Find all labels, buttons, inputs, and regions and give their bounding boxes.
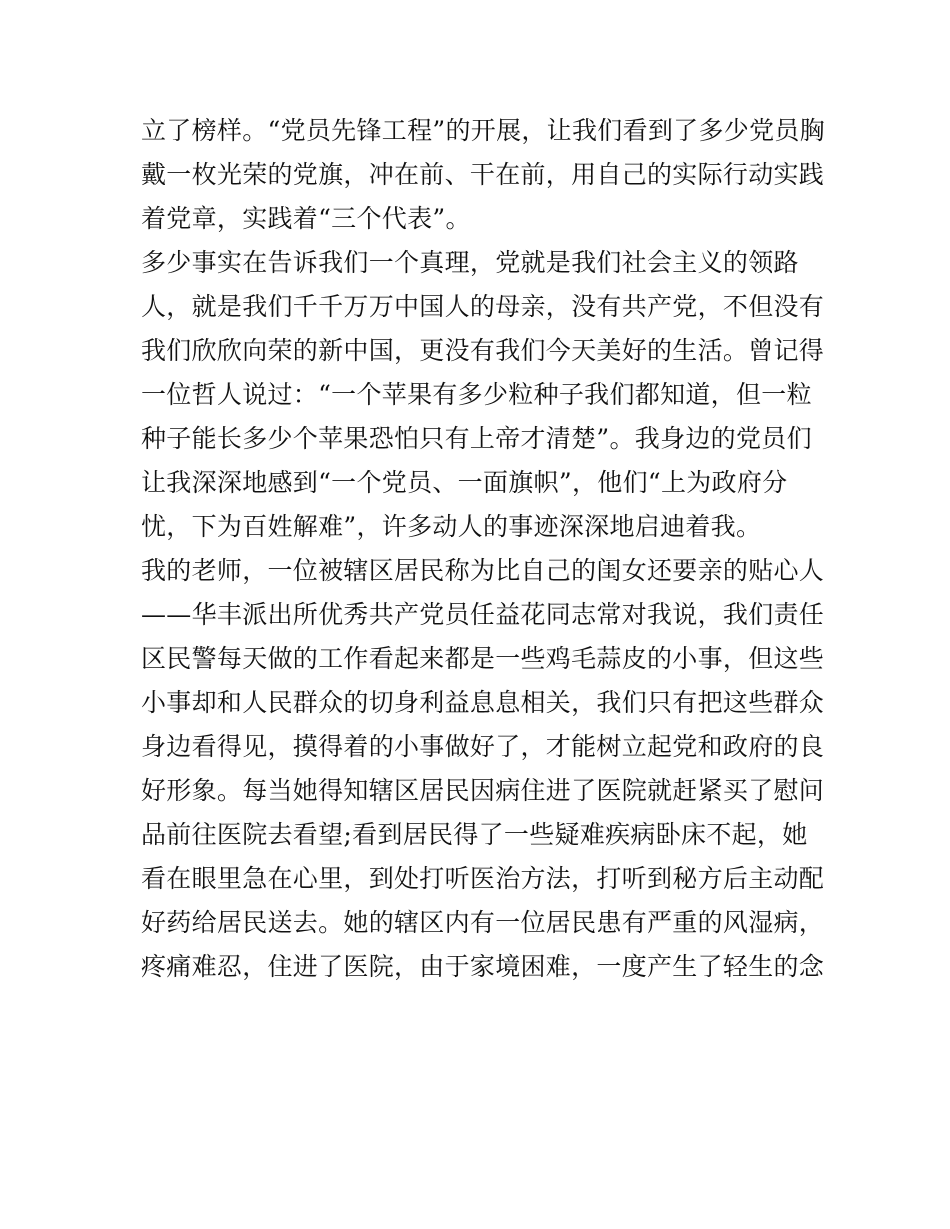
- text-line: 一位哲人说过：“一个苹果有多少粒种子我们都知道，但一粒: [141, 380, 812, 409]
- text-line: 看在眼里急在心里，到处打听医治方法，打听到秘方后主动配: [141, 864, 825, 893]
- text-line: ——华丰派出所优秀共产党员任益花同志常对我说，我们责任: [141, 600, 825, 629]
- text-line: 人，就是我们千千万万中国人的母亲，没有共产党，不但没有: [141, 292, 825, 321]
- text-line: 我们欣欣向荣的新中国，更没有我们今天美好的生活。曾记得: [141, 336, 825, 365]
- text-line: 小事却和人民群众的切身利益息息相关，我们只有把这些群众: [141, 688, 825, 717]
- body-text: [141, 109, 825, 989]
- text-line: 品前往医院去看望;看到居民得了一些疑难疾病卧床不起，她: [141, 820, 808, 849]
- text-line: 着党章，实践着“三个代表”。: [141, 204, 471, 233]
- text-line: 区民警每天做的工作看起来都是一些鸡毛蒜皮的小事，但这些: [141, 644, 825, 673]
- text-line: 好形象。每当她得知辖区居民因病住进了医院就赶紧买了慰问: [141, 776, 825, 805]
- text-line: 忧，下为百姓解难”，许多动人的事迹深深地启迪着我。: [141, 512, 762, 541]
- text-line: 戴一枚光荣的党旗，冲在前、干在前，用自己的实际行动实践: [141, 160, 825, 189]
- text-line: 身边看得见，摸得着的小事做好了，才能树立起党和政府的良: [141, 732, 825, 761]
- text-line: 好药给居民送去。她的辖区内有一位居民患有严重的风湿病，: [141, 908, 825, 937]
- text-line: 我的老师，一位被辖区居民称为比自己的闺女还要亲的贴心人: [141, 556, 825, 585]
- text-line: 立了榜样。“党员先锋工程”的开展，让我们看到了多少党员胸: [141, 116, 825, 145]
- text-line: 疼痛难忍，住进了医院，由于家境困难，一度产生了轻生的念: [141, 952, 825, 981]
- text-line: 种子能长多少个苹果恐怕只有上帝才清楚”。我身边的党员们: [141, 424, 812, 453]
- text-line: 多少事实在告诉我们一个真理，党就是我们社会主义的领路: [141, 248, 799, 277]
- text-line: 让我深深地感到“一个党员、一面旗帜”，他们“上为政府分: [141, 468, 788, 497]
